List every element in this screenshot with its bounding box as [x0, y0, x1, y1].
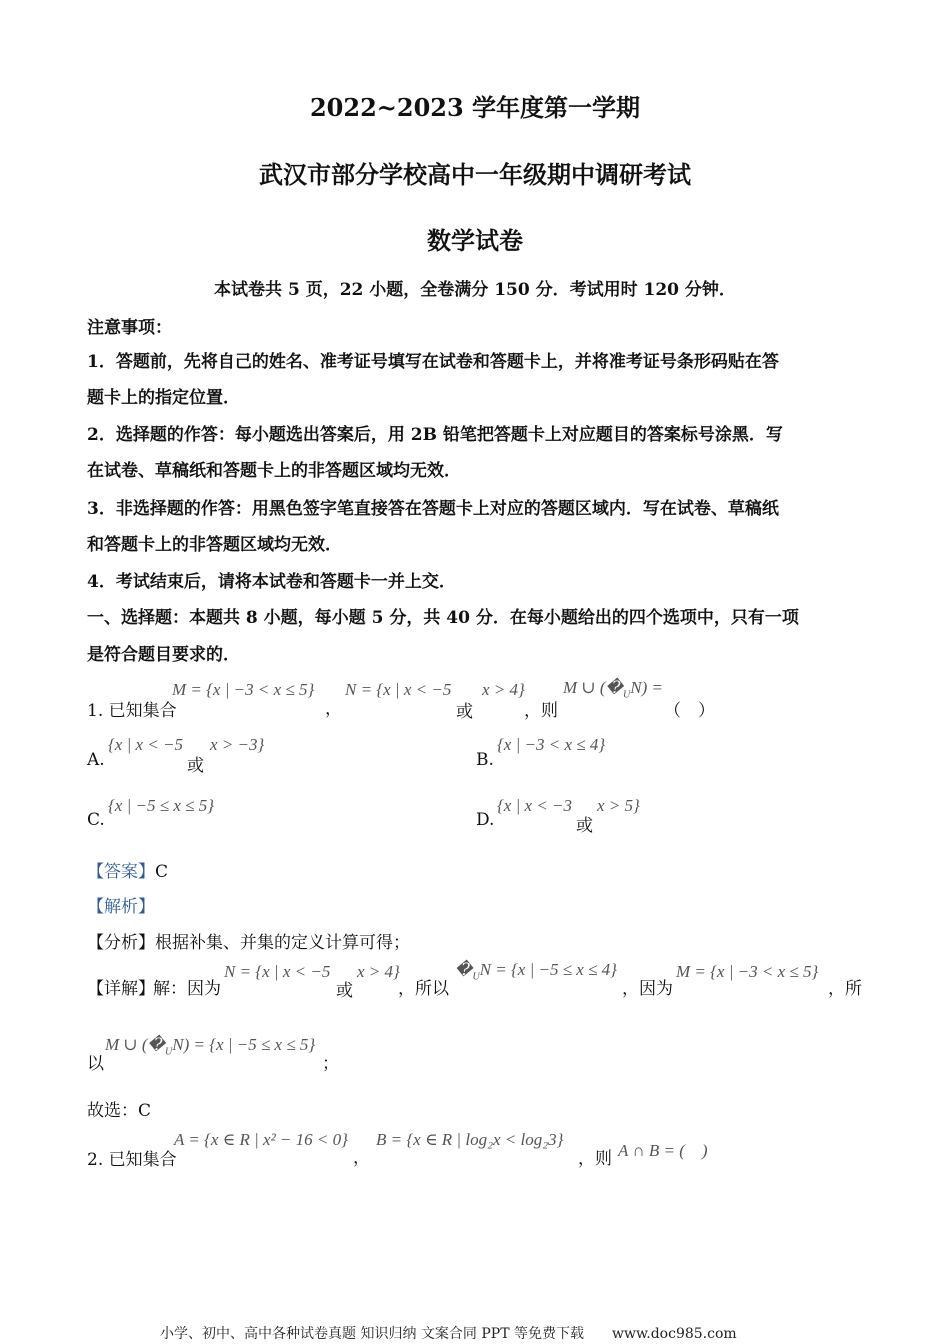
q1-detail-set-n-part2: x > 4}: [357, 962, 400, 981]
q1-option-d-part1: {x | x < −3: [497, 796, 573, 815]
note-1-line-2: 题卡上的指定位置．: [87, 388, 240, 408]
page-footer: 小学、初中、高中各种试卷真题 知识归纳 文案合同 PPT 等免费下载 www.doc985.com: [160, 1326, 737, 1342]
q1-analysis-tag: 【解析】: [87, 897, 155, 917]
q1-set-n-part2: x > 4}: [482, 680, 525, 699]
note-1-line-1: 1．答题前，先将自己的姓名、准考证号填写在试卷和答题卡上，并将准考证号条形码贴在答: [87, 352, 779, 372]
q2-prefix: 2. 已知集合: [87, 1150, 177, 1170]
q1-option-d-part2: x > 5}: [597, 796, 640, 815]
q1-option-a-or: 或: [187, 756, 204, 776]
q1-detail-set-n-part1: N = {x | x < −5: [224, 962, 331, 981]
answer-tag: 【答案】: [87, 862, 155, 882]
section-1-heading-line-2: 是符合题目要求的．: [87, 645, 240, 665]
q1-answer: 【答案】C: [87, 862, 169, 882]
q1-detail-text-5: 以: [87, 1054, 104, 1074]
q1-option-a-part1: {x | x < −5: [108, 735, 184, 754]
q1-or: 或: [456, 702, 473, 722]
exam-subject-title: 数学试卷: [427, 226, 523, 255]
note-3-line-2: 和答题卡上的非答题区域均无效．: [87, 535, 342, 555]
q1-set-n-part1: N = {x | x < −5: [345, 680, 452, 699]
q1-prefix: 1. 已知集合: [87, 701, 177, 721]
q1-answer-paren: （ ）: [664, 701, 715, 721]
q1-detail-or: 或: [336, 981, 353, 1001]
notes-heading: 注意事项：: [87, 318, 172, 338]
note-4: 4．考试结束后，请将本试卷和答题卡一并上交．: [87, 572, 456, 592]
note-2-line-1: 2．选择题的作答：每小题选出答案后，用 2B 铅笔把答题卡上对应题目的答案标号涂黑．写: [87, 425, 783, 445]
q1-then: ，则: [524, 701, 558, 721]
q1-choose: 故选：C: [87, 1101, 152, 1121]
q1-expression: M ∪ $(�_UN)$ =: [563, 678, 663, 701]
q1-comma: ，: [325, 699, 342, 719]
q1-option-d-label: D.: [476, 810, 495, 830]
note-3-line-1: 3．非选择题的作答：用黑色签字笔直接答在答题卡上对应的答题区域内．写在试卷、草稿纸: [87, 499, 779, 519]
q1-detail-set-m: M = {x | −3 < x ≤ 5}: [676, 962, 819, 981]
q1-detail-text-3: ，因为: [622, 979, 673, 999]
q1-option-a-label: A.: [87, 750, 105, 770]
q1-option-d-or: 或: [576, 816, 593, 836]
q2-set-a: A = {x ∈ R | x² − 16 < 0}: [174, 1130, 348, 1149]
note-2-line-2: 在试卷、草稿纸和答题卡上的非答题区域均无效．: [87, 461, 461, 481]
q1-detail-tag: 【详解】: [87, 979, 155, 999]
q1-option-c: {x | −5 ≤ x ≤ 5}: [108, 796, 214, 815]
exam-intro: 本试卷共 5 页，22 小题，全卷满分 150 分．考试用时 120 分钟．: [214, 280, 736, 300]
exam-term-title: 2022~2023 学年度第一学期: [309, 93, 641, 122]
q1-option-b-label: B.: [476, 750, 494, 770]
q1-option-c-label: C.: [87, 810, 105, 830]
q1-fenxi: 【分析】根据补集、并集的定义计算可得；: [87, 933, 410, 953]
q2-then: ，则: [578, 1149, 612, 1169]
q1-detail-result: M ∪ $(�_UN) = \{x$ | −5 ≤ x ≤ 5}: [105, 1035, 316, 1058]
q1-detail-complement: $�_UN = \{x$ | −5 ≤ x ≤ 4}: [455, 960, 617, 983]
q1-option-a-part2: x > −3}: [210, 735, 265, 754]
q1-detail-text-1: 解：因为: [153, 979, 221, 999]
section-1-heading-line-1: 一、选择题：本题共 8 小题，每小题 5 分，共 40 分．在每小题给出的四个选项中，只有一项: [87, 608, 799, 628]
exam-name-title: 武汉市部分学校高中一年级期中调研考试: [259, 160, 691, 189]
q2-expression: A ∩ B = ( ): [618, 1141, 708, 1160]
q2-comma: ，: [353, 1148, 370, 1168]
q1-detail-text-6: ；: [322, 1054, 339, 1074]
q1-detail-text-4: ，所: [828, 979, 862, 999]
q2-set-b: B = {x ∈ R | log₂x < log₂3}: [376, 1130, 564, 1149]
q1-option-b: {x | −3 < x ≤ 4}: [497, 735, 606, 754]
q1-detail-text-2: ，所以: [398, 979, 449, 999]
q1-set-m: M = {x | −3 < x ≤ 5}: [172, 680, 315, 699]
